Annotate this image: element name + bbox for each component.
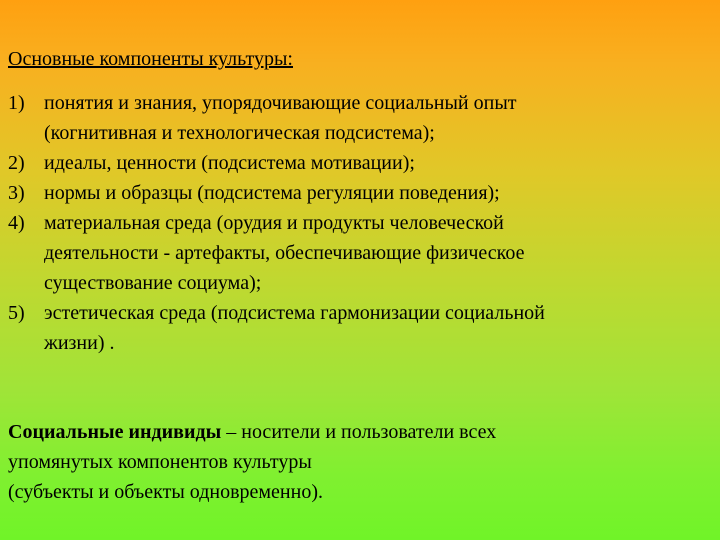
item-number: 3) (8, 182, 25, 204)
item-line: понятия и знания, упорядочивающие социальный опыт (44, 92, 517, 114)
footer-paragraph (8, 417, 708, 507)
list-item (8, 178, 708, 208)
components-list (8, 88, 708, 358)
list-item (8, 208, 708, 298)
item-line: существование социума); (44, 272, 262, 294)
item-text (44, 208, 708, 298)
item-text (44, 298, 708, 358)
item-text (44, 178, 708, 208)
list-item (8, 88, 708, 148)
slide-heading: Основные компоненты культуры: (8, 48, 293, 70)
item-number: 4) (8, 212, 25, 234)
item-line: эстетическая среда (подсистема гармонизации социальной (44, 302, 545, 324)
footer-line: – носители и пользователи всех (221, 421, 497, 443)
item-number: 5) (8, 302, 25, 324)
item-line: (когнитивная и технологическая подсистема); (44, 122, 435, 144)
item-line: деятельности - артефакты, обеспечивающие физическое (44, 242, 525, 264)
item-line: идеалы, ценности (подсистема мотивации); (44, 152, 415, 174)
list-item (8, 148, 708, 178)
item-number: 1) (8, 92, 25, 114)
footer-bold-term: Социальные индивиды (8, 421, 222, 443)
item-number: 2) (8, 152, 25, 174)
footer-line: (субъекты и объекты одновременно). (8, 481, 323, 503)
item-text (44, 88, 708, 148)
list-item (8, 298, 708, 358)
item-line: нормы и образцы (подсистема регуляции поведения); (44, 182, 500, 204)
footer-line: упомянутых компонентов культуры (8, 451, 312, 473)
item-text (44, 148, 708, 178)
item-line: материальная среда (орудия и продукты человеческой (44, 212, 504, 234)
item-line: жизни) . (44, 332, 115, 354)
